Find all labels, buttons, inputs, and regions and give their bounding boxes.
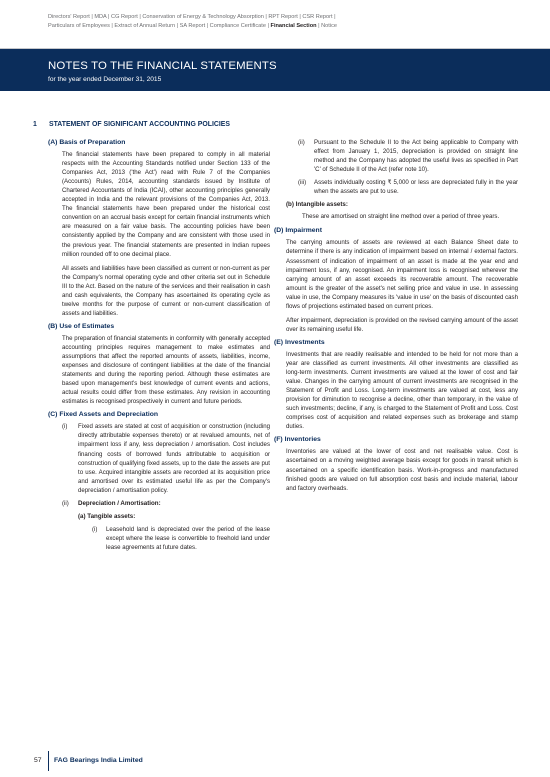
paragraph-estimates: The preparation of financial statements in conformity with generally accepted accounting principles requires management to make estimates and assumptions that affect the reported amounts of assets, liabilities, income, expenses and disclosure of contingent liabilities at the date of the financial statements and during the reporting period. Although these estimates are based upon management's best knowledge of current events and actions, actual results could differ from these estimates. Any revision in accounting estimates is recognised prospectively in current and future periods. (62, 334, 270, 406)
list-marker: (ii) (298, 139, 305, 146)
heading-inventories: (F) Inventories (274, 436, 321, 444)
nav-link-notice[interactable]: | Notice (318, 23, 337, 29)
nav-line-2 (48, 22, 518, 31)
list-marker: (i) (92, 525, 98, 533)
list-marker: (ii) (62, 499, 69, 507)
heading-basis-of-preparation: (A) Basis of Preparation (48, 139, 126, 146)
paragraph-basis-2: All assets and liabilities have been classified as current or non-current as per the Company's normal operating cycle and other criteria set out in Schedule III to the Act. Based on the nature of the services and their realisation in cash and cash equivalents, the Company has ascertained its operating cycle as twelve months for the purpose of current or non-current classification of assets and liabilities. (62, 264, 270, 317)
heading-impairment: (D) Impairment (274, 227, 322, 235)
company-name: FAG Bearings India Limited (54, 757, 143, 764)
heading-use-of-estimates: (B) Use of Estimates (48, 322, 115, 330)
list-marker: (i) (62, 423, 68, 431)
footer-divider (48, 751, 49, 771)
breadcrumb-nav (48, 13, 518, 31)
paragraph-investments: Investments that are readily realisable and intended to be held for not more than a year are classified as current investments. All other investments are classified as long-term investments. Current investments are valued at the lower of cost and fair value. Changes in the carrying amount of current investments are recognised in the Statement of Profit and Loss. Long-term investments are valued at cost, less any provision for diminution to recognise a decline, other than temporary, in the value of such investments; decline, if any, is charged to the Statement of Profit and Loss. Cost comprises cost of acquisition and related expenses such as brokerage and stamp duties. (286, 350, 518, 431)
section-title: STATEMENT OF SIGNIFICANT ACCOUNTING POLICIES (49, 121, 230, 128)
page-subtitle: for the year ended December 31, 2015 (48, 76, 162, 83)
right-column (274, 138, 518, 493)
paragraph-inventories: Inventories are valued at the lower of cost and net realisable value. Cost is ascertained on a moving weighted average basis except for goods in transit which is ascertained on a specific identification basis. Work-in-progress and manufactured finished goods are valued on full absorption cost basis and include material, labour and factory overheads. (286, 448, 518, 492)
list-item-fixed-assets-i (62, 422, 270, 494)
nav-links[interactable]: Particulars of Employees | Extract of Annual Return | SA Report | Compliance Certificate | (48, 23, 269, 29)
page-title: NOTES TO THE FINANCIAL STATEMENTS (48, 60, 277, 72)
heading-investments: (E) Investments (274, 338, 325, 346)
list-item-depreciation-iii (298, 178, 518, 196)
list-text: Depreciation / Amortisation: (78, 499, 161, 507)
list-item-fixed-assets-ii (62, 499, 270, 508)
heading-fixed-assets: (C) Fixed Assets and Depreciation (48, 411, 159, 419)
page-number: 57 (34, 757, 42, 764)
list-text: Fixed assets are stated at cost of acquisition or construction (including directly attributable expenses thereto) or at revalued amounts, net of impairment loss if any, less depreciation / amortisation. Cost includes financing costs of borrowed funds attributable to acquisition or construction of qualifying fixed assets, up to the date the assets are put to use. Acquired intangible assets are recorded at its acquisition price and amortised over its estimated useful life as per the Company's depreciation / amortisation policy. (78, 423, 270, 494)
nav-line-1[interactable]: Directors' Report | MDA | CG Report | Conservation of Energy & Technology Absorption | RPT Report | CSR Report | (48, 14, 336, 20)
list-item-tangible-i (78, 525, 270, 552)
paragraph-basis-1: The financial statements have been prepared to comply in all material respects with the Accounting Standards notified under Section 133 of the Companies Act, 2013 ('the Act') read with Rule 7 of the Companies (Accounts) Rules, 2014, accounting standards issued by Institute of Chartered Accountants of India (ICAI), other accounting principles generally accepted in India and the relevant provisions of the Companies Act, 2013. The financial statements have been prepared under the historical cost convention on an accrual basis except for certain financial instruments which are measured on a fair value basis. The accounting policies have been consistently applied by the Company and are consistent with those used in the previous year. The financial statements are presented in Indian rupees million rounded off to one decimal place. (62, 151, 270, 258)
subheading-intangible-assets: (b) Intangible assets: (286, 201, 348, 209)
list-text: Leasehold land is depreciated over the period of the lease except where the lease is convertible to freehold land under lease agreements at future dates. (106, 525, 270, 551)
subheading-tangible-assets: (a) Tangible assets: (78, 512, 136, 520)
paragraph-impairment-2: After impairment, depreciation is provided on the revised carrying amount of the asset over its remaining useful life. (286, 316, 518, 333)
title-band (0, 48, 550, 91)
section-number: 1 (33, 121, 37, 128)
list-marker: (iii) (298, 179, 307, 187)
section-heading (33, 121, 230, 128)
paragraph-intangible: These are amortised on straight line method over a period of three years. (302, 213, 500, 221)
page-footer (0, 741, 550, 777)
nav-current-section[interactable]: Financial Section (270, 23, 317, 29)
left-column (48, 138, 270, 552)
list-text: Pursuant to the Schedule II to the Act being applicable to Company with effect from January 1, 2015, depreciation is provided on straight line method and the Company has adopted the useful lives as specified in Part 'C' of Schedule II of the Act (refer note 10). (314, 139, 518, 174)
list-item-depreciation-ii (298, 138, 518, 174)
paragraph-impairment-1: The carrying amounts of assets are reviewed at each Balance Sheet date to determine if there is any indication of impairment based on internal / external factors. Assessment of indication of impairment of an asset is made at the year end and impairment loss, if any, recognised. An impairment loss is recognised wherever the carrying amount of an asset exceeds its recoverable amount. The recoverable amount is the greater of the asset's net selling price and value in use. In assessing value in use, the Company measures its 'value in use' on the basis of discounted cash flows of projections estimated based on current prices. (286, 239, 518, 310)
list-text: Assets individually costing ₹ 5,000 or less are depreciated fully in the year when the assets are put to use. (314, 179, 518, 196)
